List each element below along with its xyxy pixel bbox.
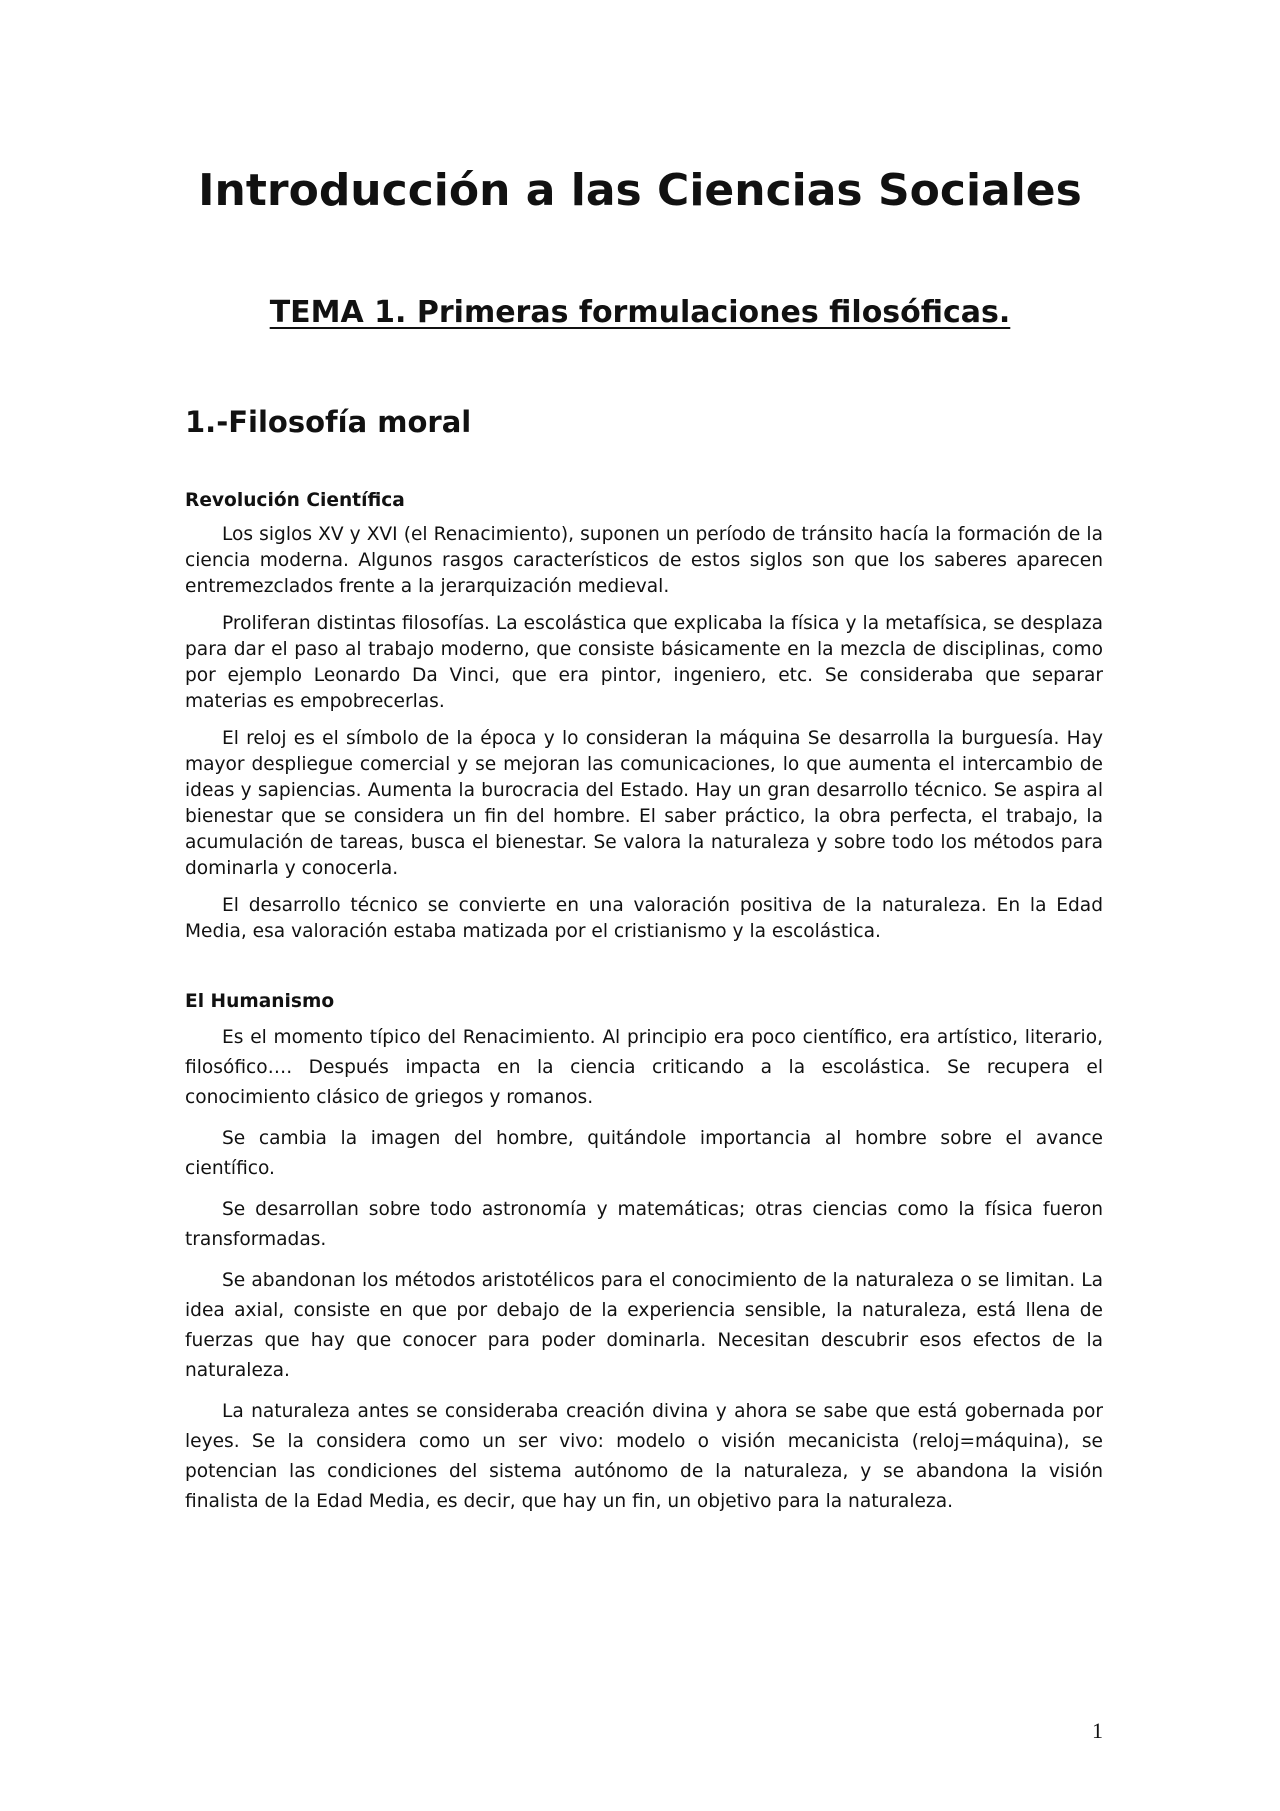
paragraph: La naturaleza antes se consideraba creación divina y ahora se sabe que está gobernada por leyes. Se la considera como un ser vivo: modelo o visión mecanicista (reloj=máquina), se potencian las condiciones del sistema autónomo de la naturaleza, y se abandona la visión finalista de la Edad Media, es decir, que hay un fin, un objetivo para la naturaleza. [185, 1401, 1103, 1512]
subsection-humanismo [185, 989, 1103, 1517]
paragraph: Se abandonan los métodos aristotélicos para el conocimiento de la naturaleza o se limitan. La idea axial, consiste en que por debajo de la experiencia sensible, la naturaleza, está llena de fuerzas que hay que conocer para poder dominarla. Necesitan descubrir esos efectos de la naturaleza. [185, 1270, 1103, 1381]
paragraph: Se cambia la imagen del hombre, quitándole importancia al hombre sobre el avance científico. [185, 1128, 1103, 1179]
paragraph: Proliferan distintas filosofías. La escolástica que explicaba la física y la metafísica, se desplaza para dar el paso al trabajo moderno, que consiste básicamente en la mezcla de disciplinas, como por ejemplo Leonardo Da Vinci, que era pintor, ingeniero, etc. Se consideraba que separar materias es empobrecerlas. [185, 613, 1103, 712]
paragraph: Se desarrollan sobre todo astronomía y matemáticas; otras ciencias como la física fueron transformadas. [185, 1199, 1103, 1250]
paragraph: Es el momento típico del Renacimiento. Al principio era poco científico, era artístico, literario, filosófico…. Después impacta en la ciencia criticando a la escolástica. Se recupera el conocimiento clásico de griegos y romanos. [185, 1027, 1103, 1108]
subsection-heading: Revolución Científica [185, 490, 405, 511]
document-title: Introducción a las Ciencias Sociales [198, 165, 1082, 216]
paragraph: Los siglos XV y XVI (el Renacimiento), suponen un período de tránsito hacía la formación de la ciencia moderna. Algunos rasgos característicos de estos siglos son que los saberes aparecen entremezclados frente a la jerarquización medieval. [185, 524, 1103, 597]
subsection-revolucion-cientifica [185, 488, 1103, 945]
tema-heading-text: TEMA 1. Primeras formulaciones filosóficas. [269, 295, 1011, 330]
document-body [185, 488, 1103, 1528]
page-number: 1 [1092, 1718, 1103, 1743]
tema-heading [0, 295, 1280, 330]
paragraph: El reloj es el símbolo de la época y lo consideran la máquina Se desarrolla la burguesía. Hay mayor despliegue comercial y se mejoran las comunicaciones, lo que aumenta el intercambio de ideas y sapiencias. Aumenta la burocracia del Estado. Hay un gran desarrollo técnico. Se aspira al bienestar que se considera un fin del hombre. El saber práctico, la obra perfecta, el trabajo, la acumulación de tareas, busca el bienestar. Se valora la naturaleza y sobre todo los métodos para dominarla y conocerla. [185, 728, 1103, 879]
subsection-heading: El Humanismo [185, 991, 335, 1012]
paragraph: El desarrollo técnico se convierte en una valoración positiva de la naturaleza. En la Edad Media, esa valoración estaba matizada por el cristianismo y la escolástica. [185, 895, 1103, 942]
section-heading: 1.-Filosofía moral [185, 405, 472, 439]
